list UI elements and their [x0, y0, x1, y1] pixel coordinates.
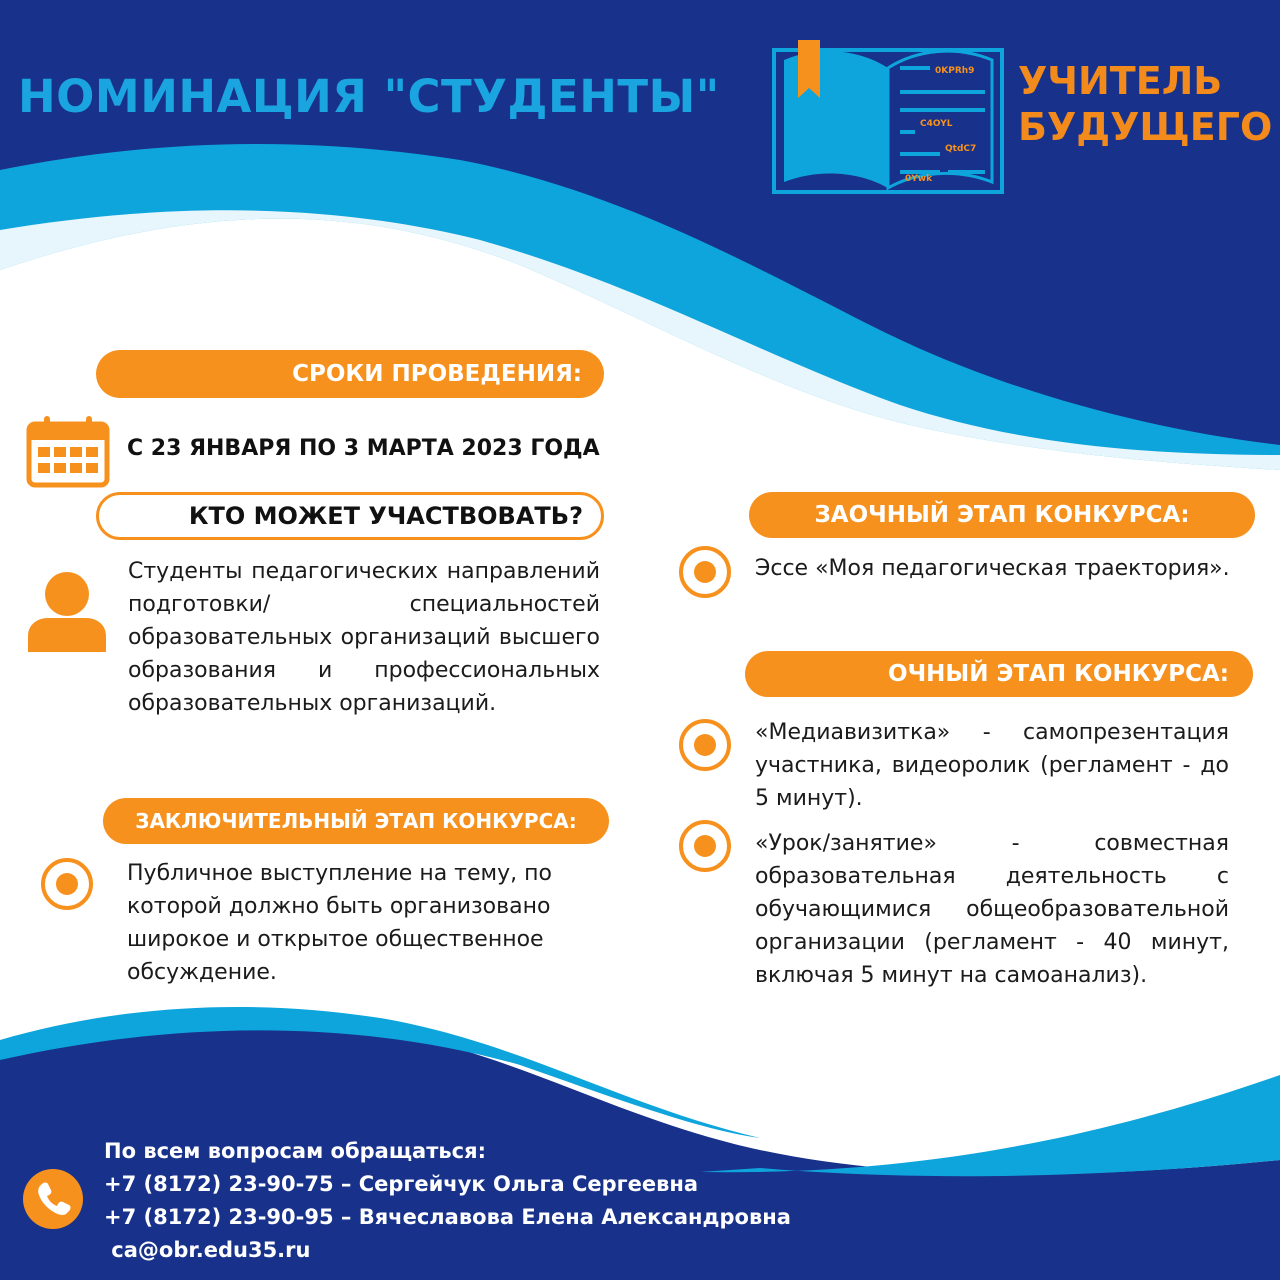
calendar-icon — [26, 414, 110, 488]
bullet-target-icon — [678, 819, 732, 873]
logo-code-1: 0KPRh9 — [935, 66, 975, 76]
bullet-target-icon — [40, 857, 94, 911]
bullet-target-icon — [678, 718, 732, 772]
contact-line-2: +7 (8172) 23-90-95 – Вячеславова Елена Александровна — [104, 1205, 791, 1229]
contacts-heading: По всем вопросам обращаться: — [104, 1139, 487, 1163]
fulltime-stage-item-2: «Урок/занятие» - совместная образовательная деятельность с обучающимися общеобразовательной организации (регламент - 40 минут, включая 5 минут на самоанализ). — [755, 831, 1229, 988]
dates-value: С 23 ЯНВАРЯ ПО 3 МАРТА 2023 ГОДА — [127, 436, 600, 461]
fulltime-stage-heading: ОЧНЫЙ ЭТАП КОНКУРСА: — [745, 651, 1253, 697]
brand-name — [1018, 58, 1280, 150]
contact-email-link[interactable]: ca@obr.edu35.ru — [104, 1238, 311, 1262]
phone-icon — [22, 1168, 84, 1230]
contact-line-1: +7 (8172) 23-90-75 – Сергейчук Ольга Сергеевна — [104, 1172, 699, 1196]
logo-code-4: 0Ywk — [905, 174, 933, 184]
dates-heading: СРОКИ ПРОВЕДЕНИЯ: — [96, 350, 604, 398]
distance-stage-text: Эссе «Моя педагогическая траектория». — [755, 556, 1230, 581]
final-stage-text: Публичное выступление на тему, по которой должно быть организовано широкое и открытое общественное обсуждение. — [127, 861, 552, 985]
brand-line-1: УЧИТЕЛЬ — [1018, 59, 1223, 103]
contacts-block — [104, 1135, 791, 1267]
page-title: НОМИНАЦИЯ "СТУДЕНТЫ" — [18, 70, 720, 123]
brand-line-2: БУДУЩЕГО — [1018, 105, 1273, 149]
distance-stage-heading: ЗАОЧНЫЙ ЭТАП КОНКУРСА: — [749, 492, 1255, 538]
participants-text: Студенты педагогических направлений подготовки/ специальностей образовательных организаций высшего образования и профессиональных образовательных организаций. — [128, 559, 600, 716]
final-stage-heading: ЗАКЛЮЧИТЕЛЬНЫЙ ЭТАП КОНКУРСА: — [103, 798, 609, 844]
fulltime-stage-item-1: «Медиавизитка» - самопрезентация участника, видеоролик (регламент - до 5 минут). — [755, 720, 1229, 811]
logo-code-3: QtdC7 — [945, 144, 977, 154]
logo-code-2: C4OYL — [920, 119, 953, 129]
book-logo-icon — [770, 40, 1006, 195]
participants-heading: КТО МОЖЕТ УЧАСТВОВАТЬ? — [96, 492, 604, 540]
bullet-target-icon — [678, 545, 732, 599]
user-icon — [26, 570, 108, 652]
